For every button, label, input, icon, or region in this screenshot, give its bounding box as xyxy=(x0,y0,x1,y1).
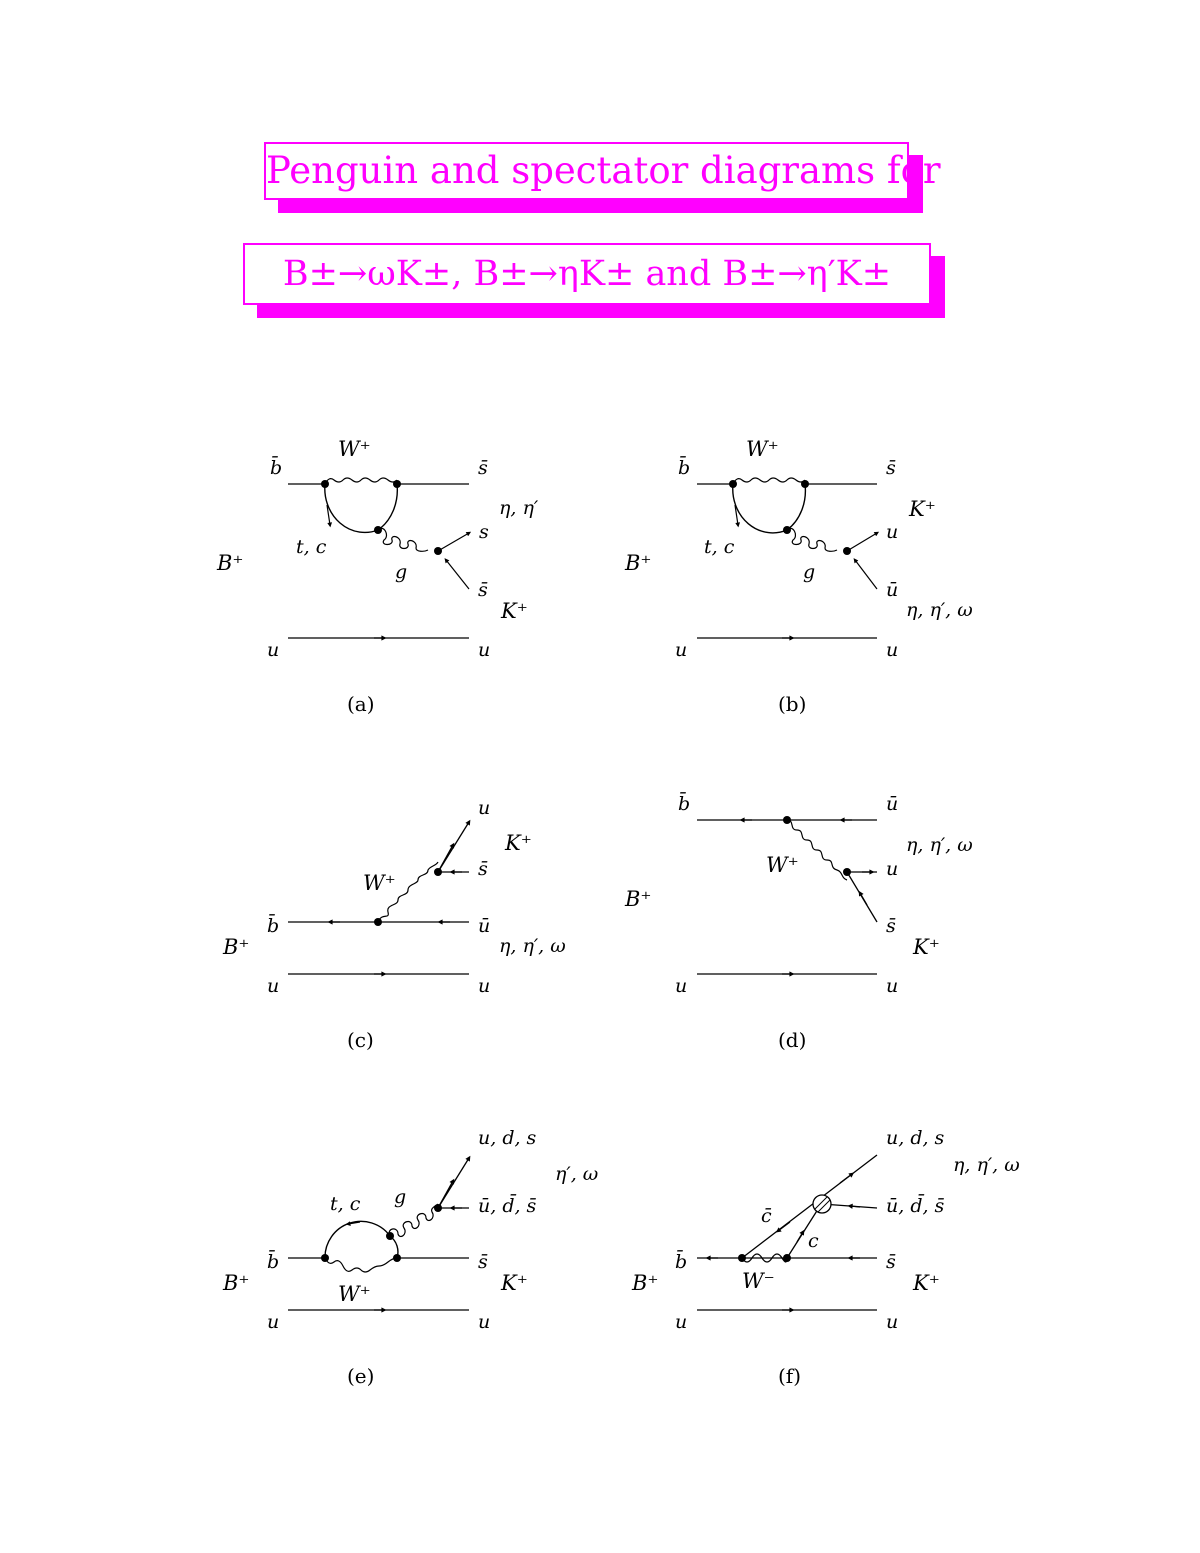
label-k: K⁺ xyxy=(913,935,940,959)
diagram-d xyxy=(624,791,973,1052)
label-u-left: u xyxy=(267,639,280,661)
label-eta: η, η′ xyxy=(499,497,539,519)
label-s-bar: s̄ xyxy=(886,1251,896,1273)
caption-f: (f) xyxy=(778,1364,802,1388)
caption-a: (a) xyxy=(347,692,375,716)
label-u: u xyxy=(886,521,899,543)
label-uds: u, d, s xyxy=(886,1127,945,1149)
label-u-right: u xyxy=(478,639,491,661)
label-u-right: u xyxy=(478,1311,491,1333)
label-u-right: u xyxy=(886,639,899,661)
label-b-plus: B⁺ xyxy=(223,935,250,959)
label-tc: t, c xyxy=(704,536,735,558)
w-boson-line xyxy=(325,478,397,484)
label-eta: η, η′, ω xyxy=(499,935,566,957)
label-s-bar: s̄ xyxy=(478,858,488,880)
label-c: c xyxy=(808,1230,819,1252)
label-u-left: u xyxy=(267,975,280,997)
label-b-plus: B⁺ xyxy=(223,1271,250,1295)
label-w: W⁺ xyxy=(746,437,779,461)
label-g: g xyxy=(803,561,816,583)
label-w: W⁺ xyxy=(338,437,371,461)
label-b-plus: B⁺ xyxy=(632,1271,659,1295)
label-uds-bar: ū, d̄, s̄ xyxy=(478,1195,537,1217)
label-s-bar: s̄ xyxy=(478,1251,488,1273)
label-tc: t, c xyxy=(296,536,327,558)
label-b-bar: b̄ xyxy=(267,915,280,937)
top-quark-loop xyxy=(325,484,378,532)
diagram-b xyxy=(624,437,973,716)
label-w: W⁻ xyxy=(742,1269,775,1293)
label-k: K⁺ xyxy=(505,831,532,855)
label-b-plus: B⁺ xyxy=(625,551,652,575)
label-u-bar: ū xyxy=(478,915,491,937)
label-s-bar: s̄ xyxy=(478,579,488,601)
gluon-line xyxy=(378,528,428,551)
title-line-1: Penguin and spectator diagrams for xyxy=(264,142,909,200)
label-b-bar: b̄ xyxy=(678,793,691,815)
label-s-bar-top: s̄ xyxy=(886,457,896,479)
label-eta: η, η′, ω xyxy=(953,1154,1020,1176)
label-g: g xyxy=(395,561,408,583)
label-u-right: u xyxy=(886,1311,899,1333)
label-b-bar: b̄ xyxy=(675,1251,688,1273)
label-u-bar: ū xyxy=(886,579,899,601)
label-u: u xyxy=(886,858,899,880)
label-b-plus: B⁺ xyxy=(625,887,652,911)
label-eta: η, η′, ω xyxy=(906,599,973,621)
label-b-bar: b̄ xyxy=(678,457,691,479)
diagram-a xyxy=(216,437,539,716)
label-w: W⁺ xyxy=(766,853,799,877)
label-s-bar-top: s̄ xyxy=(478,457,488,479)
label-w: W⁺ xyxy=(363,871,396,895)
label-k: K⁺ xyxy=(501,599,528,623)
label-uds: u, d, s xyxy=(478,1127,537,1149)
caption-b: (b) xyxy=(778,692,807,716)
caption-e: (e) xyxy=(347,1364,375,1388)
blob-vertex xyxy=(813,1195,831,1213)
label-b-plus: B⁺ xyxy=(217,551,244,575)
caption-d: (d) xyxy=(778,1028,807,1052)
label-s-bar: s̄ xyxy=(886,915,896,937)
label-u-left: u xyxy=(675,975,688,997)
label-uds-bar: ū, d̄, s̄ xyxy=(886,1195,945,1217)
diagram-f xyxy=(631,1127,1020,1388)
label-u-left: u xyxy=(267,1311,280,1333)
label-c-bar: c̄ xyxy=(761,1205,772,1227)
s-quark-line xyxy=(438,533,469,551)
label-b-bar: b̄ xyxy=(270,457,283,479)
label-u-right: u xyxy=(478,975,491,997)
diagram-e xyxy=(222,1127,598,1388)
label-w: W⁺ xyxy=(338,1282,371,1306)
label-u-right: u xyxy=(886,975,899,997)
label-g: g xyxy=(394,1186,407,1208)
caption-c: (c) xyxy=(347,1028,374,1052)
title-line-2: B±→ωK±, B±→ηK± and B±→η′K± xyxy=(243,243,931,305)
label-u-top: u xyxy=(478,797,491,819)
label-b-bar: b̄ xyxy=(267,1251,280,1273)
label-k: K⁺ xyxy=(909,497,936,521)
label-eta: η, η′, ω xyxy=(906,834,973,856)
label-u-bar: ū xyxy=(886,793,899,815)
label-k: K⁺ xyxy=(913,1271,940,1295)
label-u-left: u xyxy=(675,1311,688,1333)
s-bar-quark-line xyxy=(446,560,469,589)
label-tc: t, c xyxy=(330,1193,361,1215)
label-s: s xyxy=(479,521,489,543)
label-eta: η′, ω xyxy=(555,1163,599,1185)
diagram-c xyxy=(222,797,566,1052)
label-u-left: u xyxy=(675,639,688,661)
label-k: K⁺ xyxy=(501,1271,528,1295)
